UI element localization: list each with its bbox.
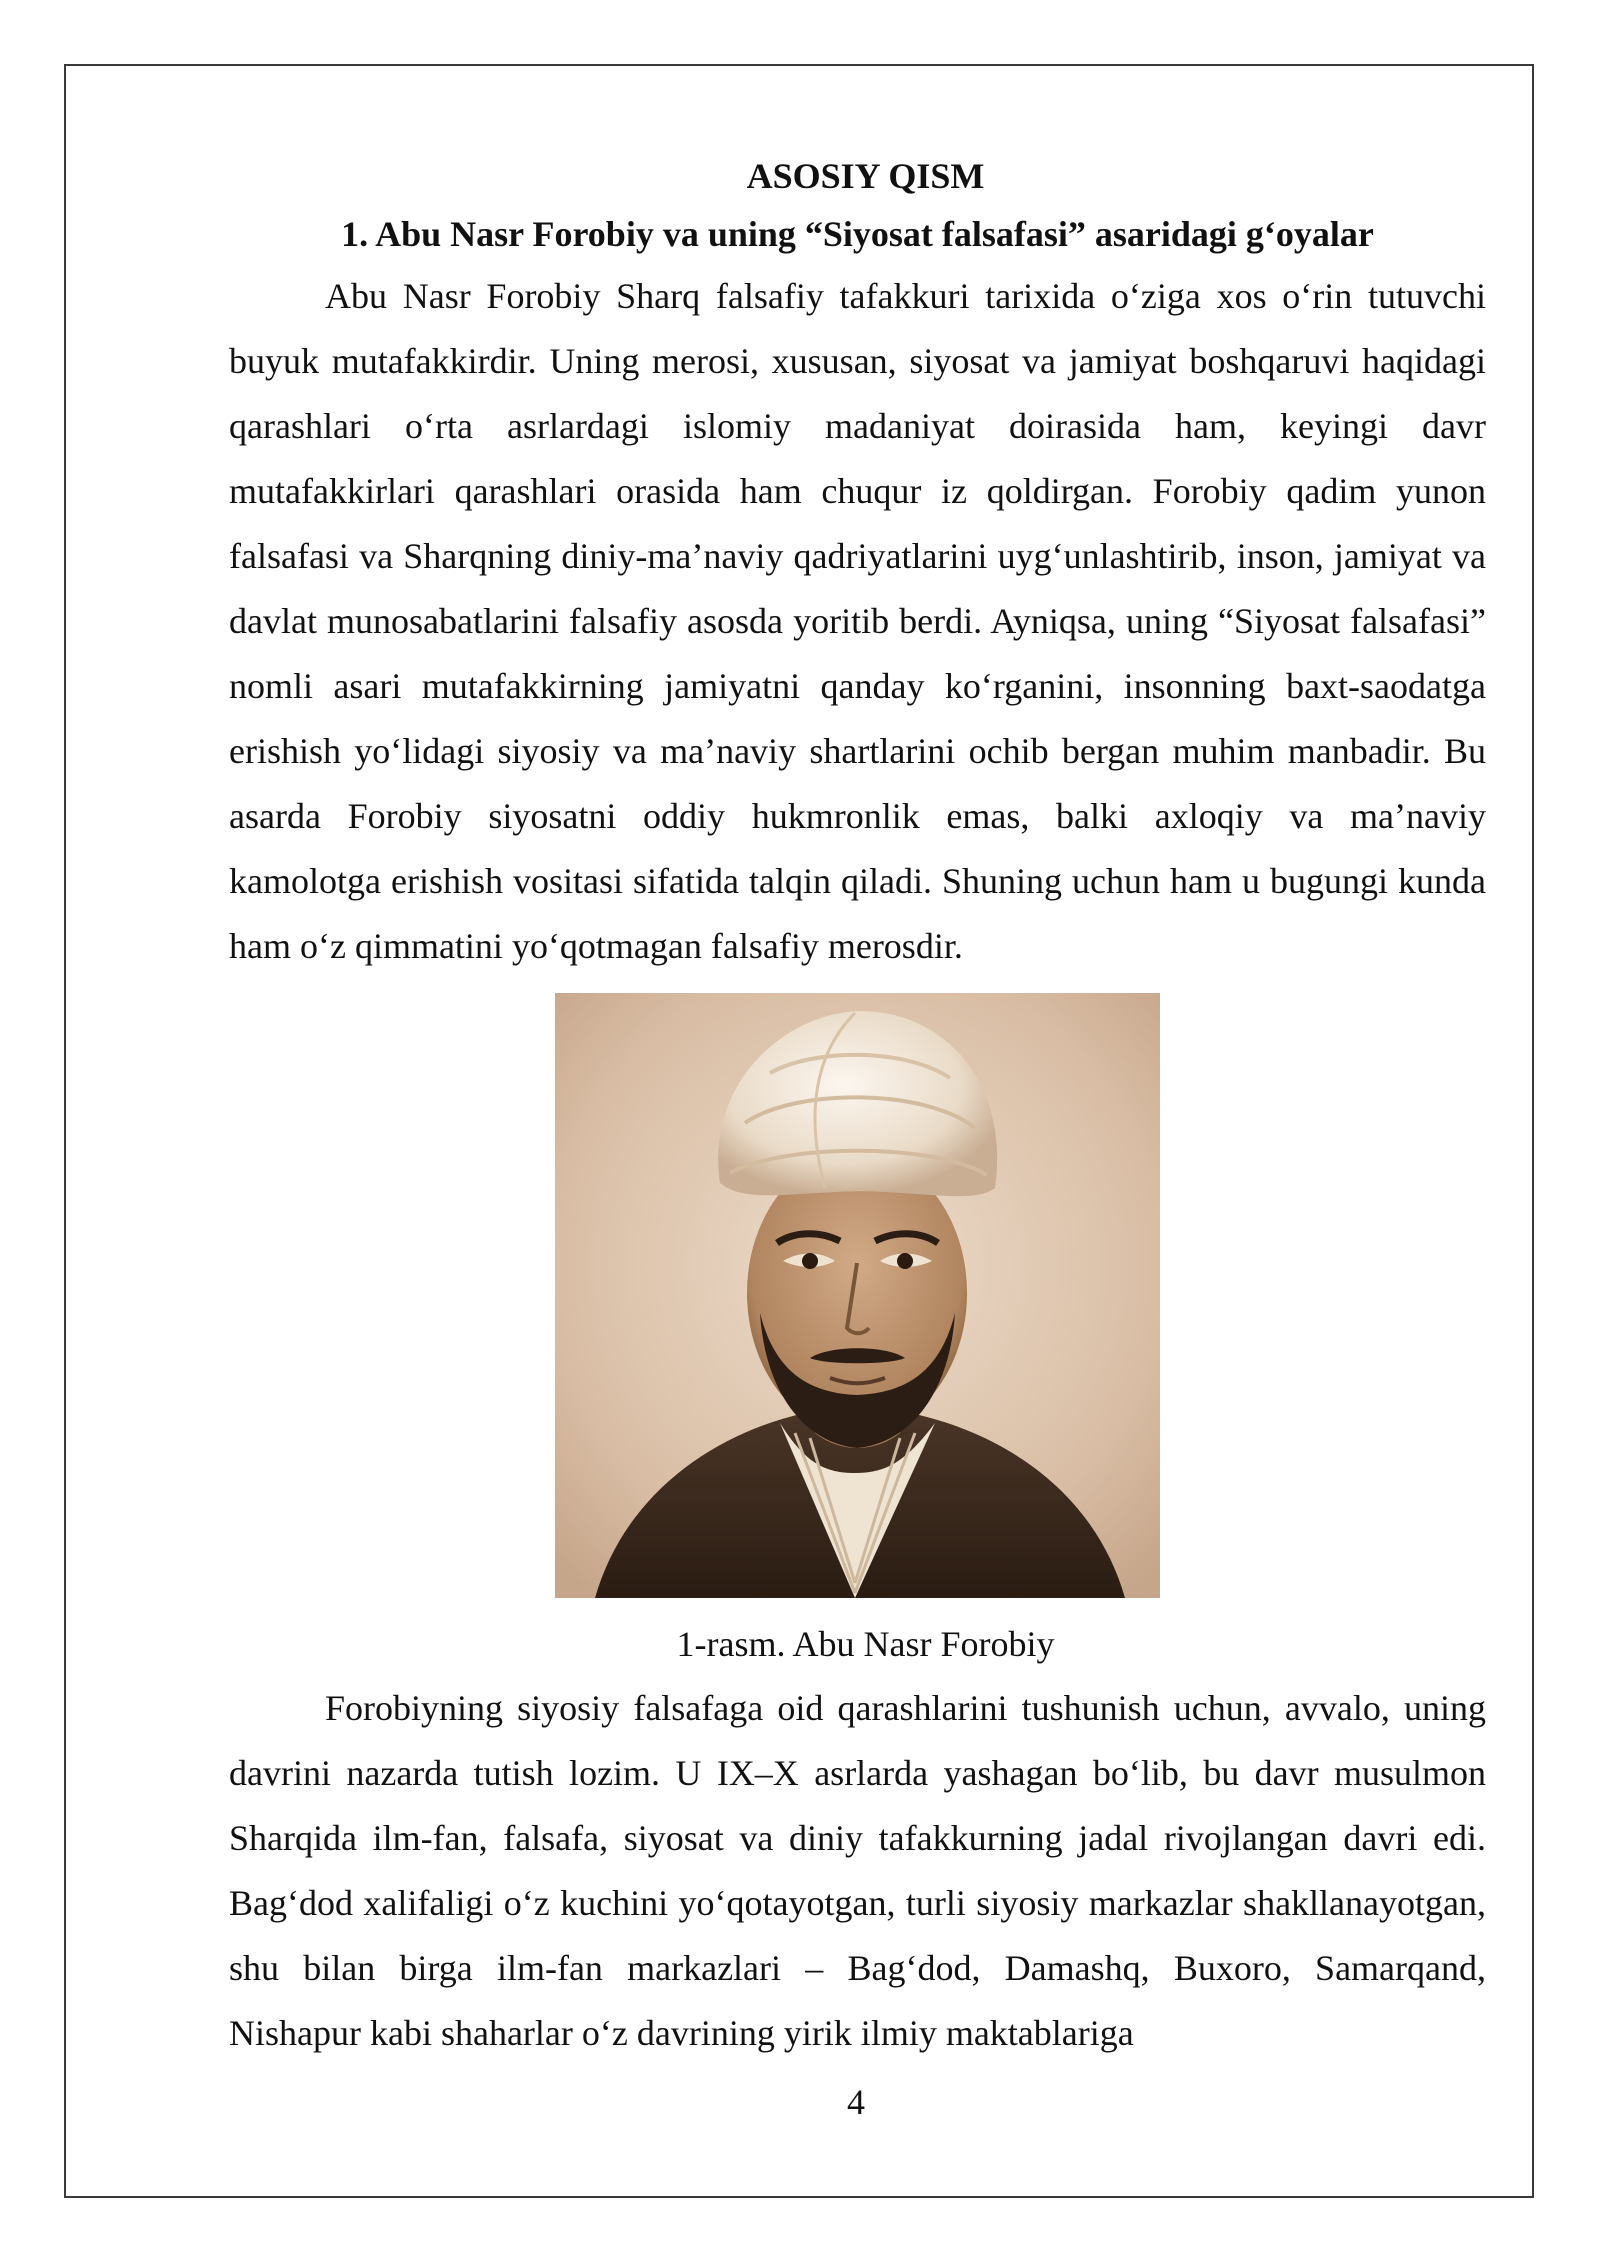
page-number: 4 — [847, 2082, 865, 2122]
portrait-image — [555, 993, 1160, 1598]
chapter-title: 1. Abu Nasr Forobiy va uning “Siyosat falsafasi” asaridagi g‘oyalar — [341, 214, 1374, 254]
page-content — [229, 148, 1486, 2066]
paragraph-intro: Abu Nasr Forobiy Sharq falsafiy tafakkuri tarixida o‘ziga xos o‘rin tutuvchi buyuk mutafakkirdir. Uning merosi, xususan, siyosat va jamiyat boshqaruvi haqidagi qarashlari o‘rta asrlardagi islomiy madaniyat doirasida ham, keyingi davr mutafakkirlari qarashlari orasida ham chuqur iz qoldirgan. Forobiy qadim yunon falsafasi va Sharqning diniy-ma’naviy qadriyatlarini uyg‘unlashtirib, inson, jamiyat va davlat munosabatlarini falsafiy asosda yoritib berdi. Ayniqsa, uning “Siyosat falsafasi” nomli asari mutafakkirning jamiyatni qanday ko‘rganini, insonning baxt-saodatga erishish yo‘lidagi siyosiy va ma’naviy shartlarini ochib bergan muhim manbadir. Bu asarda Forobiy siyosatni oddiy hukmronlik emas, balki axloqiy va ma’naviy kamolotga erishish vositasi sifatida talqin qiladi. Shuning uchun ham u bugungi kunda ham o‘z qimmatini yo‘qotmagan falsafiy merosdir. — [229, 276, 1486, 966]
figure — [229, 993, 1486, 1676]
paragraph-context: Forobiyning siyosiy falsafaga oid qarashlarini tushunish uchun, avvalo, uning davrini nazarda tutish lozim. U IX–X asrlarda yashagan bo‘lib, bu davr musulmon Sharqida ilm-fan, falsafa, siyosat va diniy tafakkurning jadal rivojlangan davri edi. Bag‘dod xalifaligi o‘z kuchini yo‘qotayotgan, turli siyosiy markazlar shakllanayotgan, shu bilan birga ilm-fan markazlari – Bag‘dod, Damashq, Buxoro, Samarqand, Nishapur kabi shaharlar o‘z davrining yirik ilmiy maktablariga — [229, 1688, 1486, 2053]
figure-caption: 1-rasm. Abu Nasr Forobiy — [676, 1624, 1055, 1664]
section-title: ASOSIY QISM — [746, 156, 985, 196]
